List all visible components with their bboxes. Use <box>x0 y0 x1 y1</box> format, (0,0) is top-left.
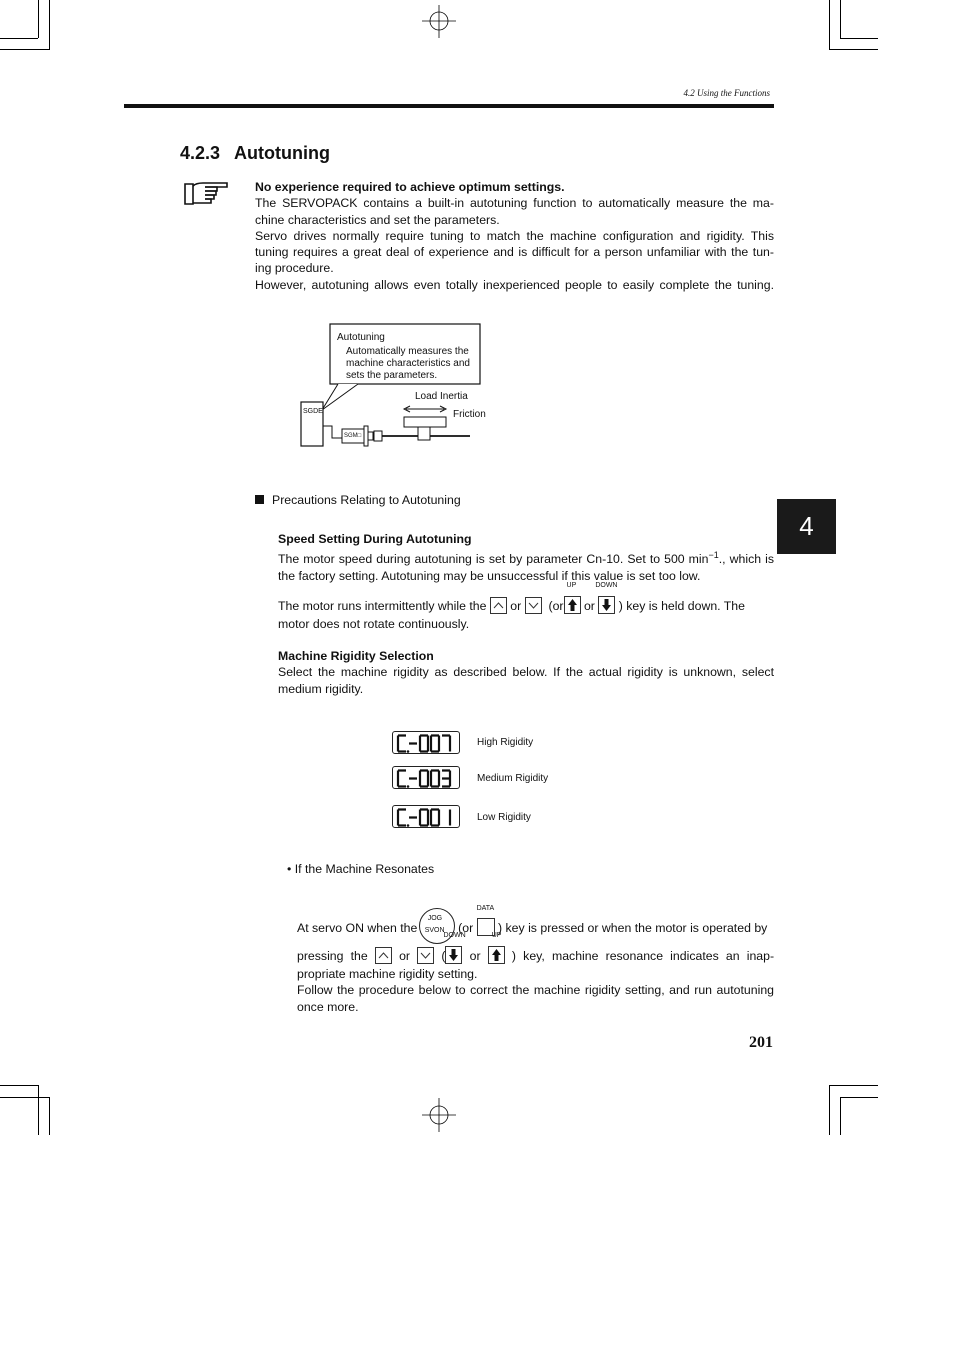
resonate-text: ) key is pressed or when the motor is operated by <box>498 921 768 935</box>
registration-target-icon <box>422 1098 456 1132</box>
resonate-text: pressing the <box>297 949 368 963</box>
down-arrow-key[interactable] <box>595 581 618 614</box>
down-key-label: DOWN <box>443 932 466 939</box>
down-key-label: DOWN <box>595 581 618 589</box>
rigidity-row <box>392 805 460 833</box>
resonate-paragraph <box>297 905 775 1015</box>
speed-text: ) key is held down. The <box>618 598 745 613</box>
callout-title: Autotuning <box>337 332 385 343</box>
friction-label: Friction <box>453 409 486 420</box>
rigidity-line-2: medium rigidity. <box>278 681 364 696</box>
jog-label: JOG <box>427 915 443 922</box>
resonate-line-4: Follow the procedure below to correct the machine rigidity setting, and run autotuning <box>297 983 774 998</box>
resonate-bullet: • If the Machine Resonates <box>287 862 435 876</box>
callout-line: machine characteristics and <box>346 358 470 369</box>
rigidity-title: Machine Rigidity Selection <box>278 649 434 663</box>
section-number: 4.2.3 <box>180 143 221 163</box>
registration-target-icon <box>422 5 456 39</box>
callout-body <box>346 346 470 382</box>
rigidity-row <box>392 731 460 759</box>
intro-paragraph <box>255 179 774 293</box>
decimal-point <box>407 785 410 788</box>
intro-line: However, autotuning allows even totally inexperienced people to easily complete the tuning. <box>255 277 774 292</box>
down-key[interactable] <box>525 597 542 614</box>
rigidity-line-1: Select the machine rigidity as described below. If the actual rigidity is unknown, select <box>278 665 774 680</box>
rigidity-label: Medium Rigidity <box>477 773 549 784</box>
section-title: Autotuning <box>234 143 331 163</box>
or-text: or <box>469 949 481 963</box>
load-inertia-label: Load Inertia <box>415 391 468 402</box>
or-text: or <box>583 598 595 613</box>
arrow-up-icon <box>565 597 580 613</box>
resonate-text: ) key, machine resonance indicates an inap- <box>511 949 775 963</box>
resonate-line-1 <box>297 905 774 935</box>
up-key-label: UP <box>566 581 577 589</box>
up-arrow-key[interactable] <box>488 932 505 964</box>
speed-line-1 <box>278 547 774 567</box>
rigidity-table <box>392 731 592 831</box>
paren-text: ( <box>441 949 446 963</box>
up-key[interactable] <box>375 947 392 964</box>
down-arrow-key[interactable] <box>443 932 466 964</box>
seven-segment-display <box>392 766 460 789</box>
rigidity-label: High Rigidity <box>477 737 534 748</box>
chevron-down-icon <box>418 948 433 963</box>
resonate-line-2 <box>297 932 775 966</box>
data-key-label: DATA <box>476 905 495 912</box>
up-key[interactable] <box>490 597 507 614</box>
pointing-hand-icon <box>183 180 229 208</box>
arrow-down-icon <box>599 597 614 613</box>
page-number: 201 <box>749 1034 773 1051</box>
rigidity-row <box>392 766 460 794</box>
speed-line-3 <box>278 581 774 616</box>
speed-setting-section <box>278 531 774 632</box>
or-text: or <box>399 949 411 963</box>
seven-segment-display <box>392 731 460 754</box>
decimal-point <box>407 750 410 753</box>
autotuning-diagram <box>298 322 498 452</box>
intro-line: chine characteristics and set the parameters. <box>255 212 500 227</box>
up-key-label: UP <box>491 932 502 939</box>
square-bullet-icon <box>255 495 264 504</box>
motor-label: SGM□ <box>344 433 362 439</box>
servopack-label: SGDE <box>303 408 323 415</box>
intro-bold-lead: No experience required to achieve optimum settings. <box>255 180 565 194</box>
intro-line: tuning requires a great deal of experience and is difficult for a person unfamiliar with the tun- <box>255 245 774 260</box>
speed-text: The motor speed during autotuning is set by parameter Cn-10. Set to 500 min <box>278 552 709 567</box>
running-head: 4.2 Using the Functions <box>683 88 770 98</box>
speed-text: ., which is <box>718 552 774 567</box>
precautions-heading <box>255 493 461 507</box>
intro-line: Servo drives normally require tuning to match the machine configuration and rigidity. This <box>255 228 774 243</box>
precautions-heading-text: Precautions Relating to Autotuning <box>272 493 461 507</box>
speed-line-2: the factory setting. Autotuning may be unsuccessful if this value is set too low. <box>278 568 701 583</box>
callout-line: sets the parameters. <box>346 370 438 381</box>
diagram-graphics <box>298 322 498 452</box>
rigidity-label: Low Rigidity <box>477 812 531 823</box>
speed-text: The motor runs intermittently while the <box>278 598 487 613</box>
or-text: (or <box>458 921 474 935</box>
header-rule <box>124 104 774 108</box>
arrow-up-icon <box>489 947 504 963</box>
arrow-down-icon <box>446 947 461 963</box>
intro-line: The SERVOPACK contains a built-in autotuning function to automatically measure the ma- <box>255 196 774 211</box>
down-key[interactable] <box>417 947 434 964</box>
section-heading <box>180 143 330 164</box>
speed-superscript: −1 <box>708 550 719 561</box>
rigidity-section <box>278 648 774 697</box>
chevron-down-icon <box>526 598 541 613</box>
resonate-line-5: once more. <box>297 999 359 1014</box>
decimal-point <box>407 824 410 827</box>
callout-line: Automatically measures the <box>346 346 469 357</box>
chapter-tab: 4 <box>777 499 836 554</box>
resonate-text: At servo ON when the <box>297 921 418 935</box>
seven-segment-display <box>392 805 460 828</box>
chevron-up-icon <box>376 948 391 963</box>
up-arrow-key[interactable] <box>564 581 581 614</box>
svon-label: SVON <box>424 927 445 934</box>
or-text: (or <box>548 598 564 613</box>
resonate-line-3: propriate machine rigidity setting. <box>297 967 478 981</box>
speed-line-4: motor does not rotate continuously. <box>278 616 470 631</box>
intro-line: ing procedure. <box>255 261 334 276</box>
chevron-up-icon <box>491 598 506 613</box>
speed-title: Speed Setting During Autotuning <box>278 532 472 546</box>
or-text: or <box>510 598 522 613</box>
